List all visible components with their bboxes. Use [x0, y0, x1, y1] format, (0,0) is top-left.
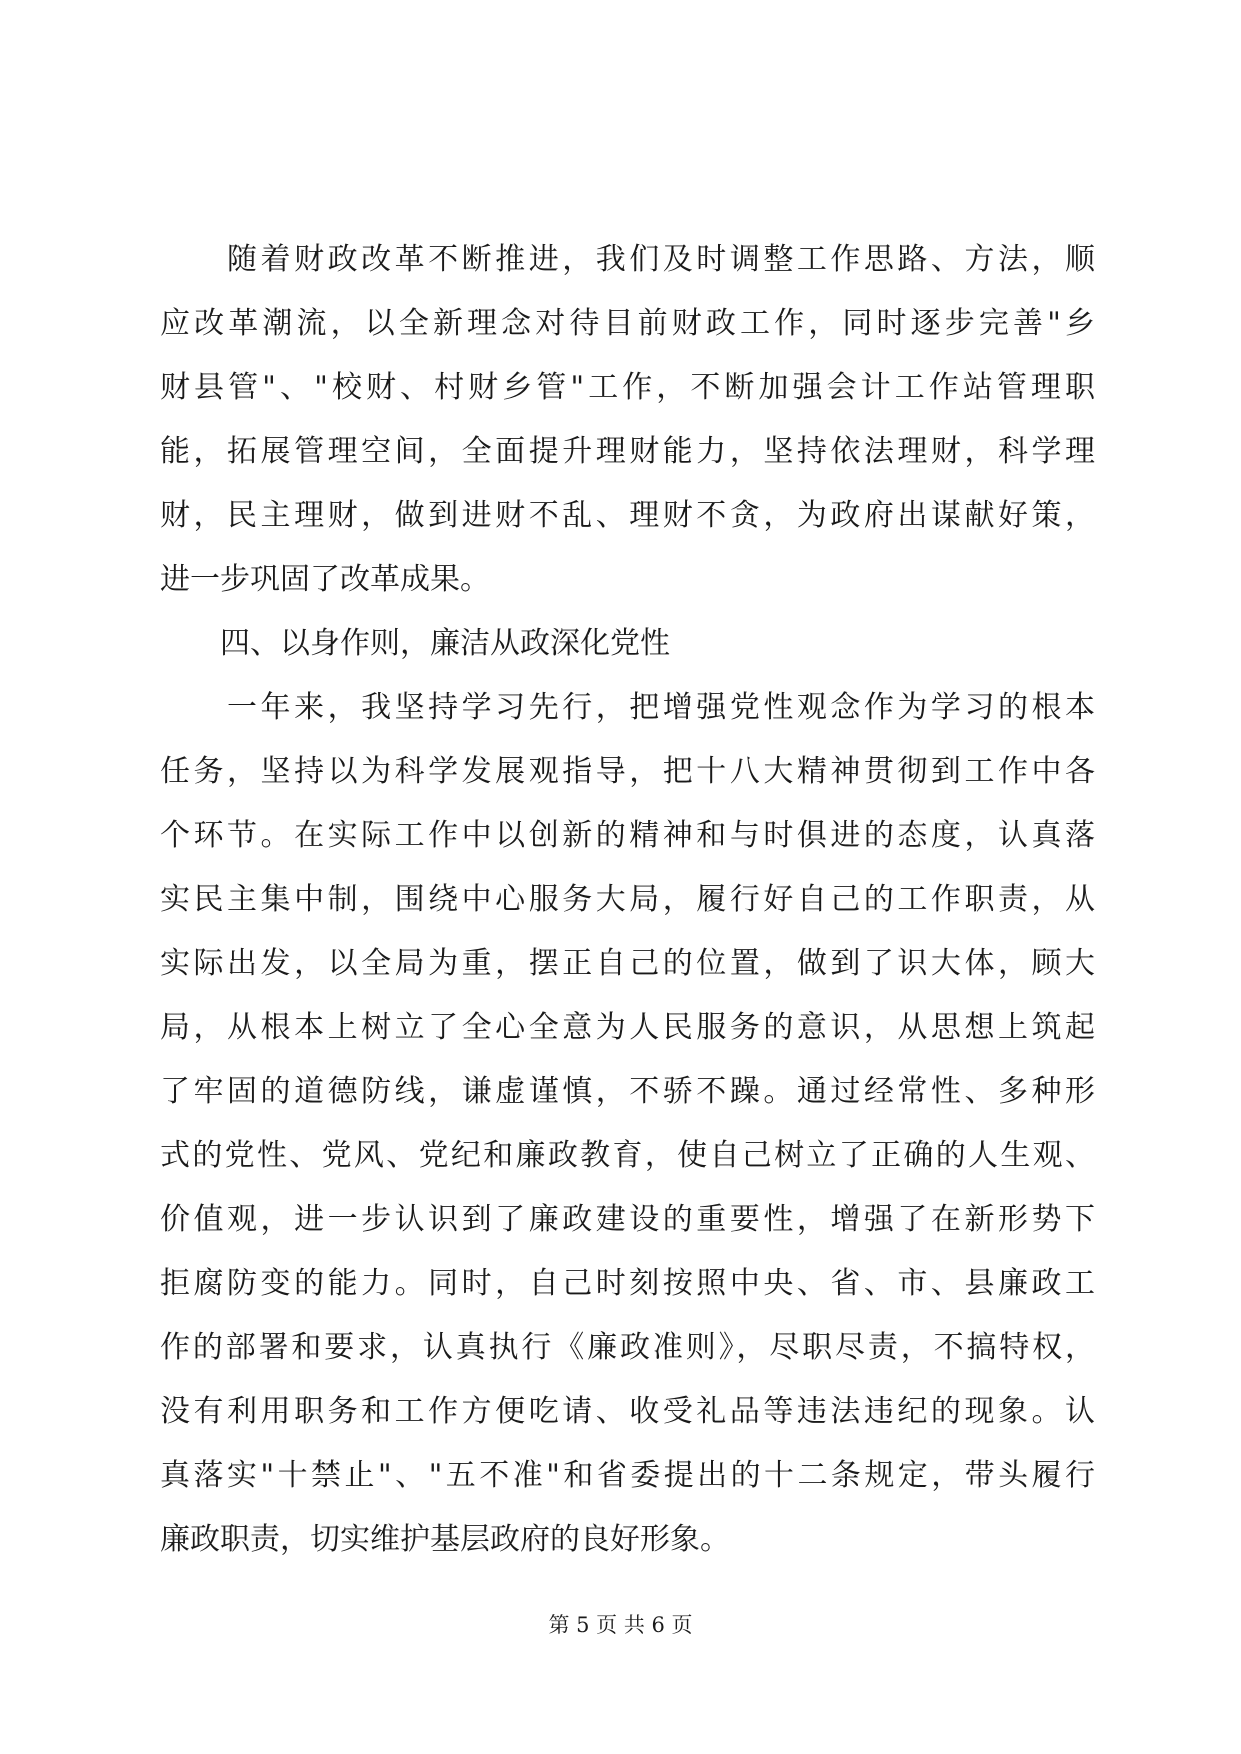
- text-line: 个环节。在实际工作中以创新的精神和与时俱进的态度，认真落: [160, 818, 1095, 853]
- section-heading: 四、以身作则，廉洁从政深化党性: [160, 626, 670, 661]
- text-line: 财，民主理财，做到进财不乱、理财不贪，为政府出谋献好策，: [160, 498, 1095, 533]
- text-line: 一年来，我坚持学习先行，把增强党性观念作为学习的根本: [160, 690, 1095, 725]
- text-line: 没有利用职务和工作方便吃请、收受礼品等违法违纪的现象。认: [160, 1394, 1095, 1429]
- text-line: 价值观，进一步认识到了廉政建设的重要性，增强了在新形势下: [160, 1202, 1095, 1237]
- text-line: 财县管"、"校财、村财乡管"工作，不断加强会计工作站管理职: [160, 370, 1095, 405]
- text-line: 局，从根本上树立了全心全意为人民服务的意识，从思想上筑起: [160, 1010, 1095, 1045]
- text-line: 式的党性、党风、党纪和廉政教育，使自己树立了正确的人生观、: [160, 1138, 1095, 1173]
- text-line: 随着财政改革不断推进，我们及时调整工作思路、方法，顺: [160, 242, 1095, 277]
- text-line: 应改革潮流，以全新理念对待目前财政工作，同时逐步完善"乡: [160, 306, 1095, 341]
- text-line: 真落实"十禁止"、"五不准"和省委提出的十二条规定，带头履行: [160, 1458, 1095, 1493]
- text-line: 任务，坚持以为科学发展观指导，把十八大精神贯彻到工作中各: [160, 754, 1095, 789]
- text-line: 廉政职责，切实维护基层政府的良好形象。: [160, 1522, 730, 1557]
- text-line: 实民主集中制，围绕中心服务大局，履行好自己的工作职责，从: [160, 882, 1095, 917]
- text-line: 拒腐防变的能力。同时，自己时刻按照中央、省、市、县廉政工: [160, 1266, 1095, 1301]
- text-line: 能，拓展管理空间，全面提升理财能力，坚持依法理财，科学理: [160, 434, 1095, 469]
- text-line: 了牢固的道德防线，谦虚谨慎，不骄不躁。通过经常性、多种形: [160, 1074, 1095, 1109]
- page-number-footer: 第 5 页 共 6 页: [548, 1613, 693, 1637]
- text-line: 作的部署和要求，认真执行《廉政准则》，尽职尽责，不搞特权，: [160, 1330, 1095, 1365]
- text-line: 实际出发，以全局为重，摆正自己的位置，做到了识大体，顾大: [160, 946, 1095, 981]
- document-body: [160, 228, 1095, 1572]
- text-line: 进一步巩固了改革成果。: [160, 562, 490, 597]
